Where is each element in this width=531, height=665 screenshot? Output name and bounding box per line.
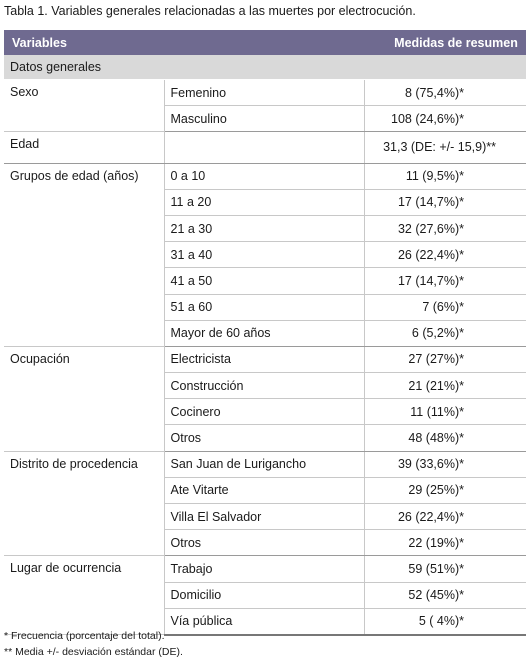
summary-value: 7 (6%)* [364,294,526,320]
table-header-row [4,30,526,55]
footnote-frequency: * Frecuencia (porcentaje del total). [4,630,165,642]
table-row [4,80,526,106]
table-caption: Tabla 1. Variables generales relacionadas a las muertes por electrocución. [4,4,416,18]
summary-value: 17 (14,7%)* [364,268,526,294]
category-label: Vía pública [164,608,364,635]
summary-value: 32 (27,6%)* [364,215,526,241]
category-label: San Juan de Lurigancho [164,451,364,477]
table-row [4,163,526,189]
category-label: 0 a 10 [164,163,364,189]
summary-value: 31,3 (DE: +/- 15,9)** [364,132,526,163]
summary-value: 11 (9,5%)* [364,163,526,189]
variable-name: Edad [4,132,164,163]
summary-value: 22 (19%)* [364,530,526,556]
header-variables: Variables [4,30,164,55]
summary-value: 26 (22,4%)* [364,504,526,530]
category-label: Ate Vitarte [164,477,364,503]
footnote-mean: ** Media +/- desviación estándar (DE). [4,646,183,658]
category-label: Domicilio [164,582,364,608]
summary-value: 39 (33,6%)* [364,451,526,477]
category-label: Femenino [164,80,364,106]
category-label: 51 a 60 [164,294,364,320]
variable-name: Distrito de procedencia [4,451,164,556]
summary-value: 6 (5,2%)* [364,320,526,346]
variable-name: Sexo [4,80,164,132]
table-row [4,556,526,582]
category-label: 21 a 30 [164,215,364,241]
variable-name: Grupos de edad (años) [4,163,164,346]
category-label: Trabajo [164,556,364,582]
data-table [4,30,526,636]
header-summary: Medidas de resumen [364,30,526,55]
summary-value: 26 (22,4%)* [364,242,526,268]
summary-value: 29 (25%)* [364,477,526,503]
category-label: Mayor de 60 años [164,320,364,346]
summary-value: 27 (27%)* [364,346,526,372]
table-row [4,346,526,372]
summary-value: 17 (14,7%)* [364,189,526,215]
summary-value: 108 (24,6%)* [364,106,526,132]
section-label: Datos generales [4,55,526,80]
summary-value: 5 ( 4%)* [364,608,526,635]
category-label: 11 a 20 [164,189,364,215]
category-label: Cocinero [164,399,364,425]
summary-value: 8 (75,4%)* [364,80,526,106]
variable-name: Ocupación [4,346,164,451]
section-row [4,55,526,80]
category-label: Otros [164,425,364,451]
category-label: 31 a 40 [164,242,364,268]
summary-value: 52 (45%)* [364,582,526,608]
table-row [4,132,526,163]
category-label: Electricista [164,346,364,372]
category-label: Masculino [164,106,364,132]
header-spacer [164,30,364,55]
category-label: Villa El Salvador [164,504,364,530]
category-label: 41 a 50 [164,268,364,294]
category-label [164,132,364,163]
category-label: Construcción [164,373,364,399]
summary-value: 11 (11%)* [364,399,526,425]
footnotes [4,628,183,660]
summary-value: 21 (21%)* [364,373,526,399]
table-row [4,451,526,477]
category-label: Otros [164,530,364,556]
variable-name: Lugar de ocurrencia [4,556,164,635]
summary-value: 48 (48%)* [364,425,526,451]
summary-value: 59 (51%)* [364,556,526,582]
